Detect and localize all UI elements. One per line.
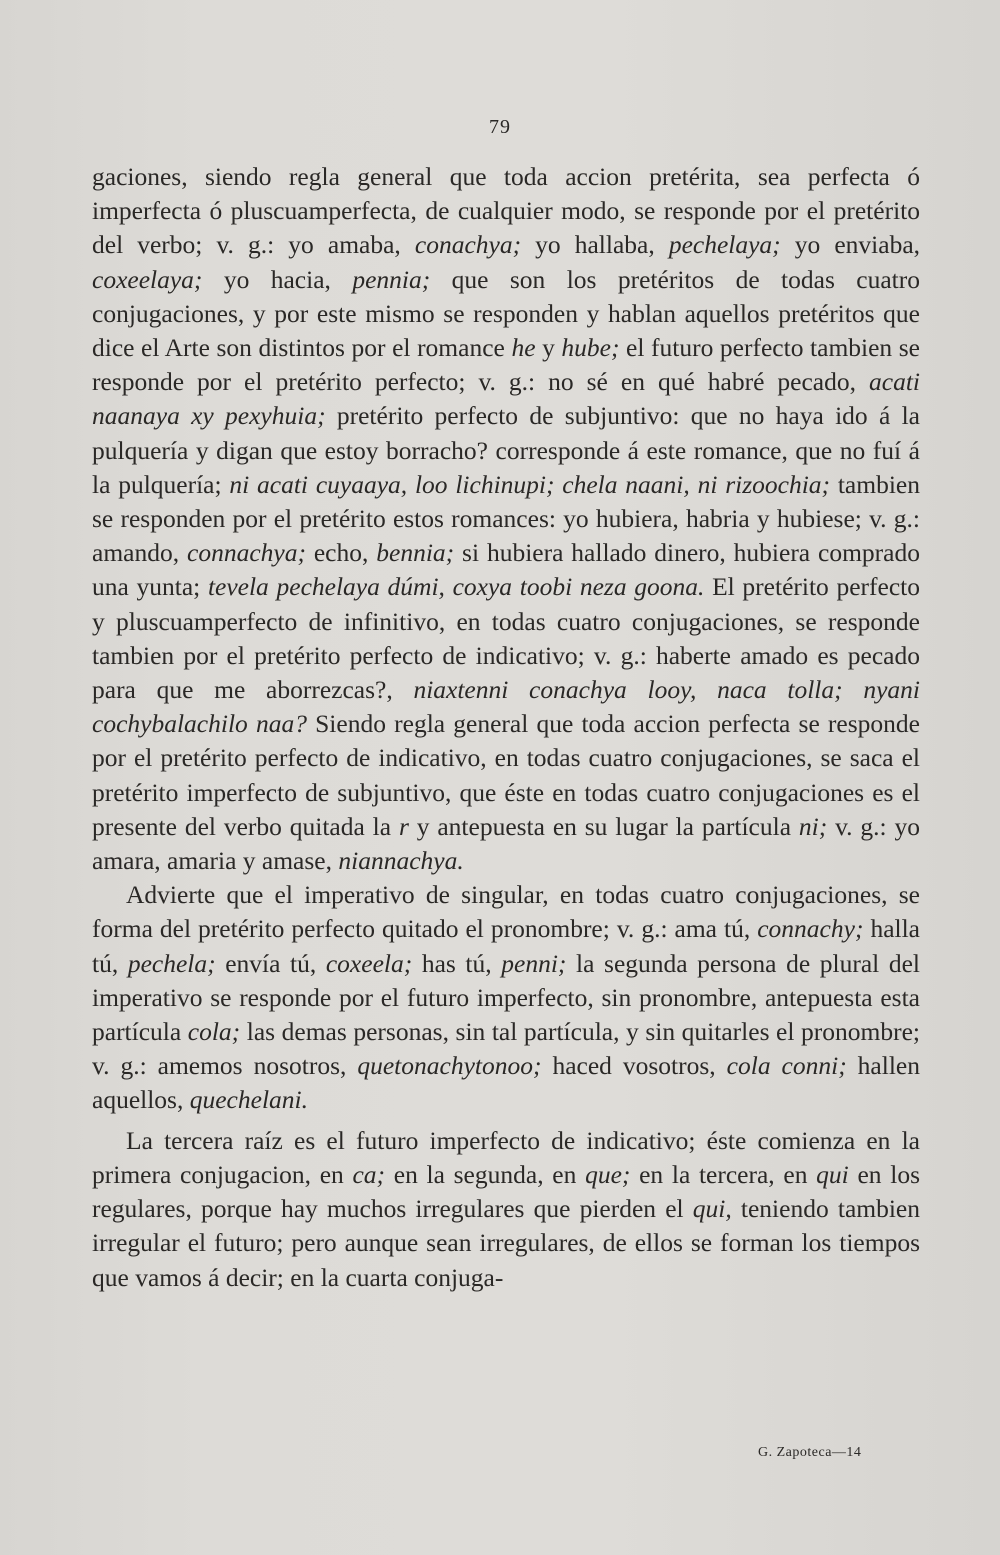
zapotec-term: penni; [501,948,567,978]
zapotec-term: coxeelaya; [92,264,203,294]
text-run: tambien se responden por el pretérito estos romances: yo hubiera, habria y hubiese; v. g.: amando, [92,469,920,568]
text-run: y antepuesta en su lugar la partícula [408,811,799,841]
page-number: 79 [489,116,511,138]
paragraph [92,878,920,1117]
zapotec-term: pechelaya; [668,230,781,260]
zapotec-term: bennia; [376,538,455,568]
zapotec-term: acati naanaya xy pexyhuia; [92,367,920,431]
text-run: Siendo regla general que toda accion perfecta se responde por el pretérito perfecto de indicativo, en todas cuatro conjugaciones, se saca el pretérito imperfecto de subjuntivo, que éste en todas cuatro conjugaciones es el presente del verbo quitada la [92,709,920,841]
text-run: yo enviaba, [780,230,921,260]
text-run: yo hacia, [202,264,353,294]
zapotec-term: ni acati cuyaaya, loo lichinupi; chela naani, ni rizoochia; [229,469,831,499]
zapotec-term: coxeela; [325,948,413,978]
text-run: El pretérito perfecto y pluscuamperfecto de infinitivo, en todas cuatro conjugaciones, se responde tambien por el pretérito perfecto de indicativo; v. g.: haberte amado es pecado para que me aborrezcas?, [92,572,920,705]
zapotec-term: cola; [187,1017,241,1047]
text-run: halla tú, [92,914,920,978]
zapotec-term: hube; [561,333,620,363]
text-run: en los regulares, porque hay muchos irregulares que pierden el [92,1159,921,1224]
text-run: las demas personas, sin tal partícula, y sin quitarles el pronombre; v. g.: amemos nosotros, [92,1017,920,1081]
text-run: si hubiera hallado dinero, hubiera comprado una yunta; [92,538,920,602]
zapotec-term: qui, [692,1194,732,1224]
zapotec-term: niannachya. [338,846,464,876]
text-run: yo hallaba, [521,230,669,260]
text-run: la segunda persona de plural del imperativo se responde por el futuro imperfecto, sin pronombre, antepuesta esta partícula [92,948,921,1047]
text-run: en la segunda, en [385,1159,586,1189]
text-run: La tercera raíz es el futuro imperfecto de indicativo; éste comienza en la primera conjugacion, en [92,1125,920,1189]
zapotec-term: pechela; [127,948,216,978]
paragraph [92,1124,920,1295]
body-text [92,160,920,1295]
text-run: Advierte que el imperativo de singular, en todas cuatro conjugaciones, se forma del pretérito perfecto quitado el pronombre; v. g.: ama tú, [92,880,920,944]
text-run: el futuro perfecto tambien se responde por el pretérito perfecto; v. g.: no sé en qué habré pecado, [92,333,920,397]
zapotec-term: pennia; [352,264,431,294]
printer-signature: G. Zapoteca—14 [758,1445,862,1460]
zapotec-term: que; [585,1159,631,1189]
text-run: gaciones, siendo regla general que toda accion pretérita, sea perfecta ó imperfecta ó pluscuamperfecta, de cualquier modo, se responde por el pretérito del verbo; v. g.: yo amaba, [92,162,920,260]
zapotec-term: connachya; [187,538,306,568]
text-run: hallen aquellos, [92,1051,920,1115]
zapotec-term: cola conni; [726,1051,847,1081]
text-run: pretérito perfecto de subjuntivo: que no haya ido á la pulquería y digan que estoy borracho? corresponde á este romance, que no fuí á la pulquería; [92,401,920,499]
zapotec-term: tevela pechelaya dúmi, coxya toobi neza goona. [207,572,705,602]
text-run: haced vosotros, [541,1051,727,1081]
zapotec-term: quechelani. [189,1085,308,1115]
text-run: v. g.: yo amara, amaria y amase, [92,811,920,876]
text-run: has tú, [412,948,502,978]
text-run: envía tú, [215,948,326,978]
zapotec-term: ni; [798,811,828,841]
zapotec-term: r [398,811,409,841]
zapotec-term: niaxtenni conachya looy, naca tolla; nyani cochybalachilo naa? [92,675,920,739]
text-run: teniendo tambien irregular el futuro; pero aunque sean irregulares, de ellos se forman los tiempos que vamos á decir; en la cuarta conjuga- [92,1194,920,1292]
zapotec-term: he [511,333,536,363]
zapotec-term: conachya; [414,230,522,260]
zapotec-term: ca; [352,1159,386,1189]
zapotec-term: qui [816,1159,849,1189]
text-run: echo, [305,538,377,568]
text-run: que son los pretéritos de todas cuatro conjugaciones, y por este mismo se responden y hablan aquellos pretéritos que dice el Arte son distintos por el romance [92,264,921,363]
zapotec-term: quetonachytonoo; [357,1051,542,1081]
paragraph [92,160,920,878]
zapotec-term: connachy; [757,914,864,944]
text-run: en la tercera, en [630,1159,817,1189]
text-run: y [535,333,562,363]
